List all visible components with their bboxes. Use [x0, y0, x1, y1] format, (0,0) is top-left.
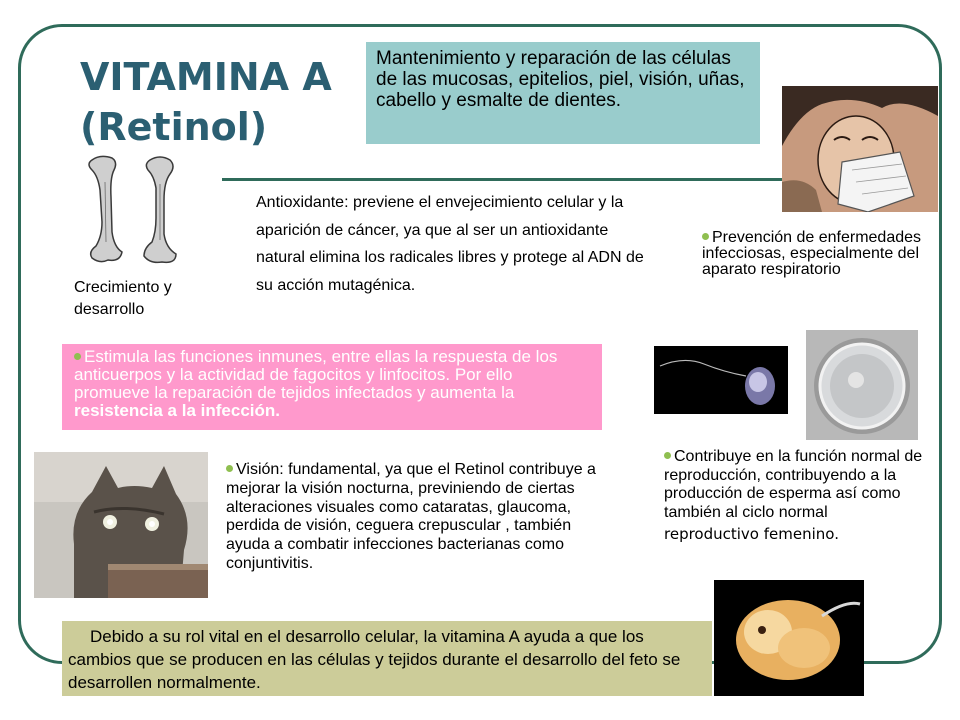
- prevention-label: Prevención de enfermedades infecciosas, especialmente del aparato respiratorio: [702, 229, 922, 278]
- reproduction-label: Contribuye en la función normal de reproducción, contribuyendo a la producción de esperma así como también al ciclo normal: [664, 448, 923, 521]
- development-text: Debido a su rol vital en el desarrollo celular, la vitamina A ayuda a que los cambios que se producen en las células y tejidos durante el desarrollo del feto se desarrollen normalmente.: [68, 627, 681, 692]
- page-title: [80, 52, 360, 152]
- bullet-icon: [74, 353, 81, 360]
- title-line-1: VITAMINA A: [80, 55, 332, 99]
- sneezing-person-image: [782, 86, 938, 212]
- bullet-icon: [664, 452, 671, 459]
- immune-text: Estimula las funciones inmunes, entre ellas la respuesta de los anticuerpos y la actividad de fagocitos y linfocitos. Por ello promueve la reparación de tejidos infectados y aumenta la: [74, 347, 558, 402]
- growth-label: Crecimiento y desarrollo: [74, 279, 172, 318]
- fetus-image: [714, 580, 864, 696]
- vision-text: [226, 461, 616, 574]
- reproduction-tail: reproductivo femenino.: [664, 525, 839, 543]
- cat-image: [34, 452, 208, 598]
- vision-label: Visión: fundamental, ya que el Retinol contribuye a mejorar la visión nocturna, previniendo de ciertas alteraciones visuales como cataratas, glaucoma, perdida de visión, ceguera crepuscular , también ayuda a combatir infecciones bacterianas como conjuntivitis.: [226, 461, 596, 572]
- immune-box: [62, 344, 602, 430]
- immune-bold-text: resistencia a la infección.: [74, 401, 280, 420]
- sperm-image: [654, 346, 788, 414]
- ovum-image: [806, 330, 918, 440]
- antioxidant-text: Antioxidante: previene el envejecimiento celular y la aparición de cáncer, ya que al ser un antioxidante natural elimina los radicales libres y protege al ADN de su acción mutagénica.: [256, 194, 644, 294]
- maintenance-box: [366, 42, 760, 144]
- prevention-text: [702, 230, 942, 278]
- maintenance-text: Mantenimiento y reparación de las células de las mucosas, epitelios, piel, visión, uñas, cabello y esmalte de dientes.: [376, 48, 745, 111]
- bullet-icon: [226, 465, 233, 472]
- bullet-icon: [702, 233, 709, 240]
- reproduction-text: [664, 448, 934, 546]
- development-box: [62, 621, 712, 696]
- title-line-2: (Retinol): [80, 105, 268, 149]
- bones-image: [78, 152, 218, 270]
